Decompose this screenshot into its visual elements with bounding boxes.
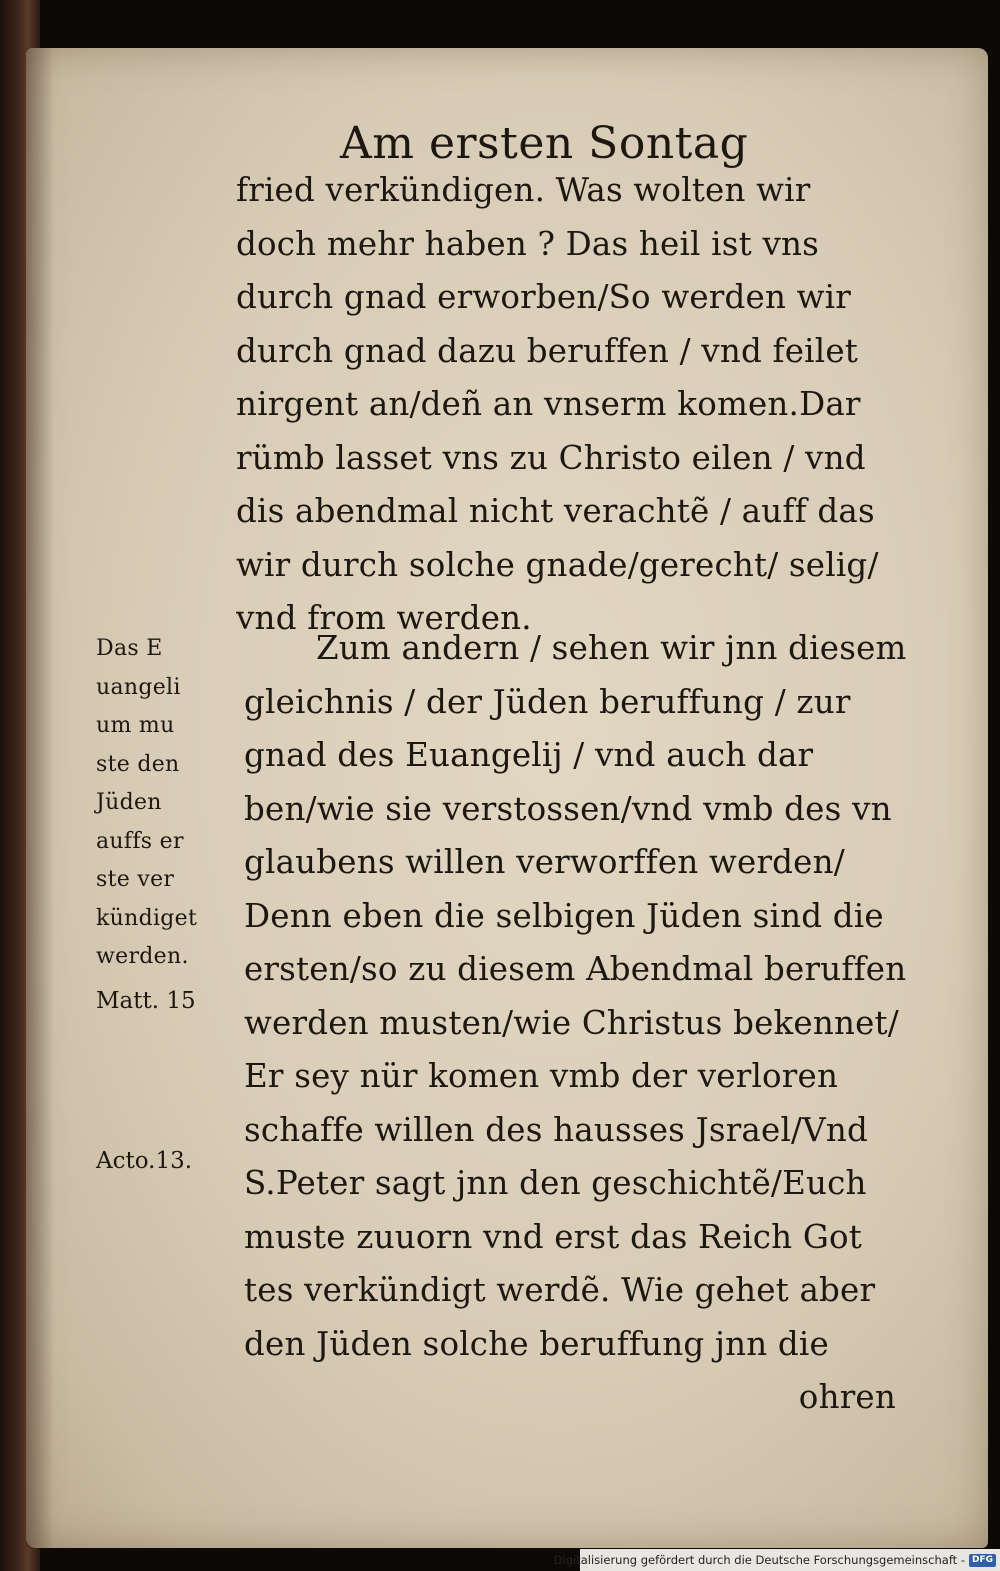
text-line: durch gnad erworben/So werden wir — [236, 278, 851, 316]
text-line: glaubens willen verworffen werden/ — [244, 843, 845, 881]
paragraph-2 — [244, 622, 908, 1425]
catchword: ohren — [798, 1378, 896, 1416]
marginal-reference-matthew: Matt. 15 — [96, 988, 196, 1014]
text-line: ben/wie sie verstossen/vnd vmb des vn — [244, 789, 892, 828]
text-line: tes verkündigt werdẽ. Wie gehet aber — [244, 1271, 876, 1309]
marginal-line: ste ver — [96, 867, 175, 892]
dfg-logo-icon: DFG — [969, 1554, 996, 1567]
marginal-line: kündiget — [96, 905, 198, 931]
footer-credit: Digitalisierung gefördert durch die Deutsche Forschungsgemeinschaft - — [553, 1553, 965, 1567]
paragraph-1 — [236, 164, 906, 646]
text-line: doch mehr haben ? Das heil ist vns — [236, 224, 820, 263]
footer-bar — [553, 1549, 1000, 1571]
text-line: gleichnis / der Jüden beruffung / zur — [244, 682, 851, 721]
text-line: den Jüden solche beruffung jnn die — [244, 1324, 829, 1363]
text-line: fried verkündigen. Was wolten wir — [236, 171, 811, 209]
text-line: S.Peter sagt jnn den geschichtẽ/Euch — [244, 1164, 867, 1202]
marginal-line: ste den — [96, 751, 180, 777]
marginal-line: Jüden — [96, 790, 162, 815]
text-line: ersten/so zu diesem Abendmal beruffen — [244, 950, 907, 988]
text-line: Er sey nür komen vmb der verloren — [244, 1057, 839, 1095]
text-line: Zum andern / sehen wir jnn diesem — [316, 629, 907, 667]
marginal-line: werden. — [96, 944, 189, 969]
marginal-line: Das E — [96, 636, 163, 661]
text-line: werden musten/wie Christus bekennet/ — [244, 1003, 899, 1042]
text-line: wir durch solche gnade/gerecht/ selig/ — [236, 545, 879, 584]
text-line: nirgent an/deñ an vnserm komen.Dar — [236, 385, 861, 423]
text-line: rümb lasset vns zu Christo eilen / vnd — [236, 438, 866, 477]
marginal-line: um mu — [96, 713, 175, 738]
marginal-line: uangeli — [96, 674, 181, 700]
text-line: vnd from werden. — [236, 599, 532, 637]
running-head: Am ersten Sontag — [340, 118, 749, 169]
text-line: gnad des Euangelij / vnd auch dar — [244, 736, 814, 774]
marginal-reference-acts: Acto.13. — [96, 1148, 193, 1174]
marginal-line: auffs er — [96, 828, 184, 854]
marginal-note — [96, 630, 246, 977]
text-line: schaffe willen des hausses Jsrael/Vnd — [244, 1110, 868, 1149]
text-line: durch gnad dazu beruffen / vnd feilet — [236, 331, 859, 370]
text-line: muste zuuorn vnd erst das Reich Got — [244, 1217, 863, 1256]
text-line: dis abendmal nicht verachtẽ / auff das — [236, 492, 875, 530]
text-line: Denn eben die selbigen Jüden sind die — [244, 896, 884, 935]
